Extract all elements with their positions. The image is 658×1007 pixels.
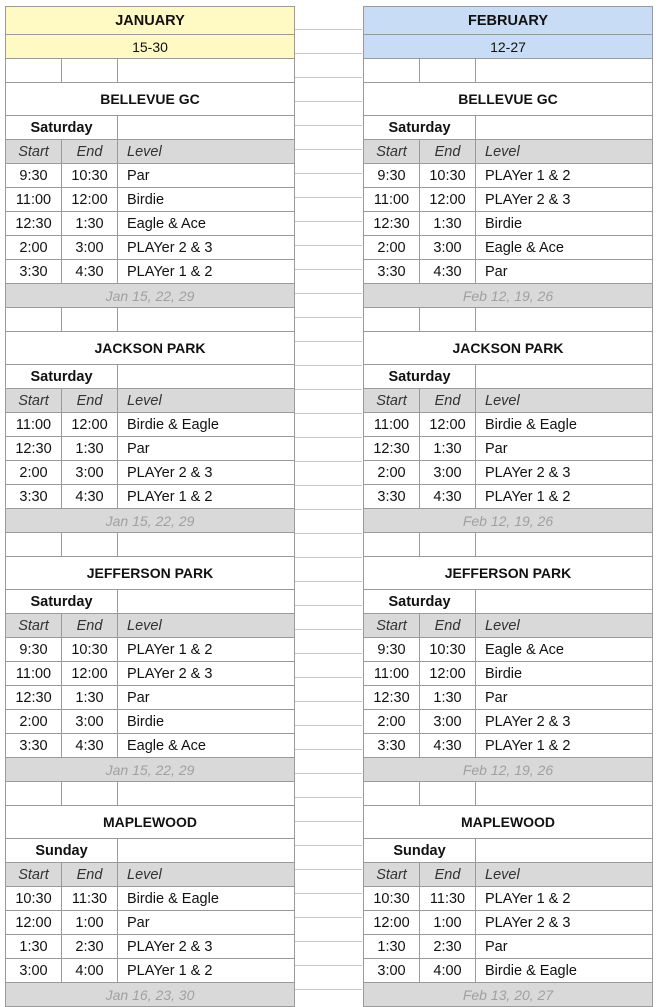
spacer-row — [6, 308, 294, 332]
day-row — [364, 116, 652, 140]
end-time: 12:00 — [420, 188, 476, 211]
january-schedule — [5, 6, 295, 1007]
table-row — [6, 887, 294, 911]
end-time: 10:30 — [62, 164, 118, 187]
table-row — [364, 461, 652, 485]
start-time: 9:30 — [6, 638, 62, 661]
end-time: 1:30 — [62, 686, 118, 709]
table-row — [6, 260, 294, 284]
column-gap — [294, 6, 362, 998]
day-label: Saturday — [364, 116, 476, 139]
month-range: 15-30 — [6, 35, 294, 59]
day-label: Saturday — [364, 590, 476, 613]
start-time: 11:00 — [364, 413, 420, 436]
spacer-cell — [6, 59, 62, 82]
day-row — [364, 365, 652, 389]
start-time: 10:30 — [364, 887, 420, 910]
table-row — [364, 662, 652, 686]
day-label: Saturday — [364, 365, 476, 388]
start-time: 11:00 — [364, 188, 420, 211]
park-name: BELLEVUE GC — [6, 83, 294, 116]
table-row — [364, 734, 652, 758]
start-time: 12:30 — [364, 437, 420, 460]
start-time: 9:30 — [6, 164, 62, 187]
start-header: Start — [364, 863, 420, 886]
end-time: 3:00 — [62, 710, 118, 733]
level: Birdie & Eagle — [485, 416, 577, 433]
level: PLAYer 2 & 3 — [485, 914, 571, 931]
level-header: Level — [485, 392, 520, 409]
end-time: 3:00 — [420, 710, 476, 733]
level: PLAYer 2 & 3 — [127, 938, 213, 955]
session-dates: Feb 13, 20, 27 — [364, 983, 652, 1007]
spacer-cell — [364, 59, 420, 82]
start-header: Start — [6, 863, 62, 886]
end-header: End — [420, 863, 476, 886]
month-range: 12-27 — [364, 35, 652, 59]
start-header: Start — [364, 389, 420, 412]
start-time: 2:00 — [6, 236, 62, 259]
park-name: MAPLEWOOD — [6, 806, 294, 839]
park-name: JACKSON PARK — [364, 332, 652, 365]
end-header: End — [62, 863, 118, 886]
table-row — [364, 686, 652, 710]
start-time: 11:00 — [364, 662, 420, 685]
start-time: 12:30 — [6, 437, 62, 460]
table-row — [364, 188, 652, 212]
column-header-row — [6, 140, 294, 164]
table-row — [6, 911, 294, 935]
table-row — [6, 212, 294, 236]
table-row — [6, 638, 294, 662]
start-time: 12:30 — [6, 686, 62, 709]
end-time: 2:30 — [62, 935, 118, 958]
end-time: 10:30 — [62, 638, 118, 661]
level: PLAYer 1 & 2 — [485, 737, 571, 754]
end-time: 12:00 — [420, 662, 476, 685]
day-label: Sunday — [364, 839, 476, 862]
park-name: JACKSON PARK — [6, 332, 294, 365]
end-time: 4:30 — [62, 485, 118, 508]
start-time: 1:30 — [6, 935, 62, 958]
park-name: JEFFERSON PARK — [6, 557, 294, 590]
end-time: 4:30 — [420, 260, 476, 283]
table-row — [364, 164, 652, 188]
table-row — [364, 260, 652, 284]
spacer-row — [364, 308, 652, 332]
end-time: 11:30 — [420, 887, 476, 910]
start-header: Start — [6, 389, 62, 412]
session-dates: Feb 12, 19, 26 — [364, 758, 652, 782]
end-time: 4:30 — [420, 485, 476, 508]
spacer-cell — [62, 782, 118, 805]
end-time: 3:00 — [62, 461, 118, 484]
start-time: 3:30 — [6, 485, 62, 508]
spacer-row — [364, 782, 652, 806]
spacer-cell — [364, 308, 420, 331]
table-row — [6, 662, 294, 686]
start-time: 3:30 — [6, 260, 62, 283]
day-label: Sunday — [6, 839, 118, 862]
table-row — [364, 485, 652, 509]
level: PLAYer 1 & 2 — [127, 263, 213, 280]
spacer-cell — [364, 782, 420, 805]
start-time: 9:30 — [364, 638, 420, 661]
level-header: Level — [127, 866, 162, 883]
table-row — [364, 911, 652, 935]
level: Birdie — [127, 713, 165, 730]
table-row — [364, 638, 652, 662]
session-dates: Jan 16, 23, 30 — [6, 983, 294, 1007]
end-time: 10:30 — [420, 164, 476, 187]
end-time: 4:30 — [62, 260, 118, 283]
end-time: 2:30 — [420, 935, 476, 958]
end-time: 1:00 — [62, 911, 118, 934]
table-row — [364, 710, 652, 734]
table-row — [6, 734, 294, 758]
start-time: 10:30 — [6, 887, 62, 910]
start-time: 12:30 — [364, 686, 420, 709]
level: PLAYer 1 & 2 — [485, 488, 571, 505]
park-name: MAPLEWOOD — [364, 806, 652, 839]
session-dates: Jan 15, 22, 29 — [6, 758, 294, 782]
end-time: 12:00 — [62, 413, 118, 436]
level: Eagle & Ace — [127, 737, 206, 754]
end-time: 12:00 — [62, 662, 118, 685]
start-time: 11:00 — [6, 662, 62, 685]
start-header: Start — [364, 140, 420, 163]
level: PLAYer 1 & 2 — [127, 962, 213, 979]
day-label: Saturday — [6, 590, 118, 613]
start-time: 3:30 — [6, 734, 62, 757]
table-row — [364, 212, 652, 236]
level: PLAYer 1 & 2 — [485, 167, 571, 184]
spacer-cell — [420, 59, 476, 82]
start-time: 3:30 — [364, 734, 420, 757]
level: Par — [485, 689, 508, 706]
level: Par — [127, 167, 150, 184]
start-header: Start — [6, 614, 62, 637]
level: Eagle & Ace — [127, 215, 206, 232]
table-row — [6, 461, 294, 485]
end-time: 3:00 — [62, 236, 118, 259]
level-header: Level — [485, 143, 520, 160]
end-time: 12:00 — [420, 413, 476, 436]
end-time: 4:00 — [420, 959, 476, 982]
level: Par — [127, 440, 150, 457]
day-label: Saturday — [6, 116, 118, 139]
spacer-cell — [6, 308, 62, 331]
table-row — [364, 959, 652, 983]
level: Par — [485, 938, 508, 955]
end-time: 1:30 — [62, 437, 118, 460]
start-header: Start — [364, 614, 420, 637]
day-label: Saturday — [6, 365, 118, 388]
end-time: 4:30 — [62, 734, 118, 757]
end-header: End — [62, 140, 118, 163]
level: PLAYer 2 & 3 — [127, 665, 213, 682]
february-schedule — [363, 6, 653, 1007]
table-row — [364, 437, 652, 461]
end-time: 1:00 — [420, 911, 476, 934]
level-header: Level — [485, 617, 520, 634]
spacer-cell — [420, 782, 476, 805]
level-header: Level — [127, 392, 162, 409]
table-row — [6, 485, 294, 509]
spacer-row — [6, 533, 294, 557]
level: PLAYer 1 & 2 — [127, 641, 213, 658]
table-row — [6, 686, 294, 710]
end-time: 1:30 — [420, 437, 476, 460]
table-row — [364, 887, 652, 911]
spacer-cell — [420, 533, 476, 556]
end-time: 12:00 — [62, 188, 118, 211]
start-time: 3:30 — [364, 260, 420, 283]
level: Birdie — [485, 215, 523, 232]
level: PLAYer 1 & 2 — [485, 890, 571, 907]
end-time: 3:00 — [420, 461, 476, 484]
start-header: Start — [6, 140, 62, 163]
day-row — [6, 116, 294, 140]
start-time: 11:00 — [6, 188, 62, 211]
park-name: JEFFERSON PARK — [364, 557, 652, 590]
level: PLAYer 2 & 3 — [127, 239, 213, 256]
level: PLAYer 2 & 3 — [485, 191, 571, 208]
spacer-row — [364, 533, 652, 557]
session-dates: Jan 15, 22, 29 — [6, 509, 294, 533]
park-name: BELLEVUE GC — [364, 83, 652, 116]
end-time: 11:30 — [62, 887, 118, 910]
table-row — [6, 710, 294, 734]
day-row — [364, 839, 652, 863]
start-time: 12:30 — [6, 212, 62, 235]
start-time: 3:30 — [364, 485, 420, 508]
level: Birdie & Eagle — [127, 890, 219, 907]
level: Birdie & Eagle — [485, 962, 577, 979]
end-header: End — [62, 389, 118, 412]
spacer-cell — [420, 308, 476, 331]
end-time: 3:00 — [420, 236, 476, 259]
column-header-row — [6, 863, 294, 887]
start-time: 12:00 — [6, 911, 62, 934]
level: Eagle & Ace — [485, 641, 564, 658]
table-row — [6, 188, 294, 212]
level: Birdie & Eagle — [127, 416, 219, 433]
column-header-row — [364, 614, 652, 638]
start-time: 2:00 — [6, 461, 62, 484]
day-row — [6, 590, 294, 614]
spacer-cell — [62, 59, 118, 82]
session-dates: Jan 15, 22, 29 — [6, 284, 294, 308]
level: PLAYer 2 & 3 — [485, 464, 571, 481]
level: Eagle & Ace — [485, 239, 564, 256]
end-time: 4:00 — [62, 959, 118, 982]
level-header: Level — [127, 143, 162, 160]
start-time: 2:00 — [364, 461, 420, 484]
end-time: 4:30 — [420, 734, 476, 757]
level: PLAYer 1 & 2 — [127, 488, 213, 505]
column-header-row — [364, 863, 652, 887]
spacer-cell — [62, 308, 118, 331]
level: PLAYer 2 & 3 — [127, 464, 213, 481]
end-header: End — [420, 389, 476, 412]
end-time: 1:30 — [420, 686, 476, 709]
day-row — [364, 590, 652, 614]
end-time: 1:30 — [420, 212, 476, 235]
session-dates: Feb 12, 19, 26 — [364, 509, 652, 533]
start-time: 9:30 — [364, 164, 420, 187]
column-header-row — [6, 614, 294, 638]
session-dates: Feb 12, 19, 26 — [364, 284, 652, 308]
spacer-cell — [6, 533, 62, 556]
start-time: 11:00 — [6, 413, 62, 436]
spacer-cell — [364, 533, 420, 556]
level-header: Level — [127, 617, 162, 634]
table-row — [6, 164, 294, 188]
day-row — [6, 839, 294, 863]
end-time: 1:30 — [62, 212, 118, 235]
day-row — [6, 365, 294, 389]
level: Birdie — [485, 665, 523, 682]
level: Par — [127, 689, 150, 706]
level: PLAYer 2 & 3 — [485, 713, 571, 730]
table-row — [364, 413, 652, 437]
table-row — [6, 935, 294, 959]
level-header: Level — [485, 866, 520, 883]
start-time: 2:00 — [6, 710, 62, 733]
table-row — [6, 236, 294, 260]
start-time: 2:00 — [364, 236, 420, 259]
spacer-row — [6, 59, 294, 83]
spacer-row — [364, 59, 652, 83]
start-time: 3:00 — [364, 959, 420, 982]
start-time: 2:00 — [364, 710, 420, 733]
column-header-row — [6, 389, 294, 413]
end-time: 10:30 — [420, 638, 476, 661]
start-time: 12:30 — [364, 212, 420, 235]
spacer-row — [6, 782, 294, 806]
level: Par — [127, 914, 150, 931]
level: Birdie — [127, 191, 165, 208]
column-header-row — [364, 389, 652, 413]
table-row — [6, 959, 294, 983]
month-title: JANUARY — [6, 6, 294, 35]
table-row — [364, 236, 652, 260]
start-time: 3:00 — [6, 959, 62, 982]
table-row — [6, 413, 294, 437]
spacer-cell — [6, 782, 62, 805]
month-title: FEBRUARY — [364, 6, 652, 35]
end-header: End — [420, 614, 476, 637]
end-header: End — [62, 614, 118, 637]
spacer-cell — [62, 533, 118, 556]
start-time: 12:00 — [364, 911, 420, 934]
column-header-row — [364, 140, 652, 164]
end-header: End — [420, 140, 476, 163]
table-row — [6, 437, 294, 461]
level: Par — [485, 263, 508, 280]
start-time: 1:30 — [364, 935, 420, 958]
table-row — [364, 935, 652, 959]
level: Par — [485, 440, 508, 457]
